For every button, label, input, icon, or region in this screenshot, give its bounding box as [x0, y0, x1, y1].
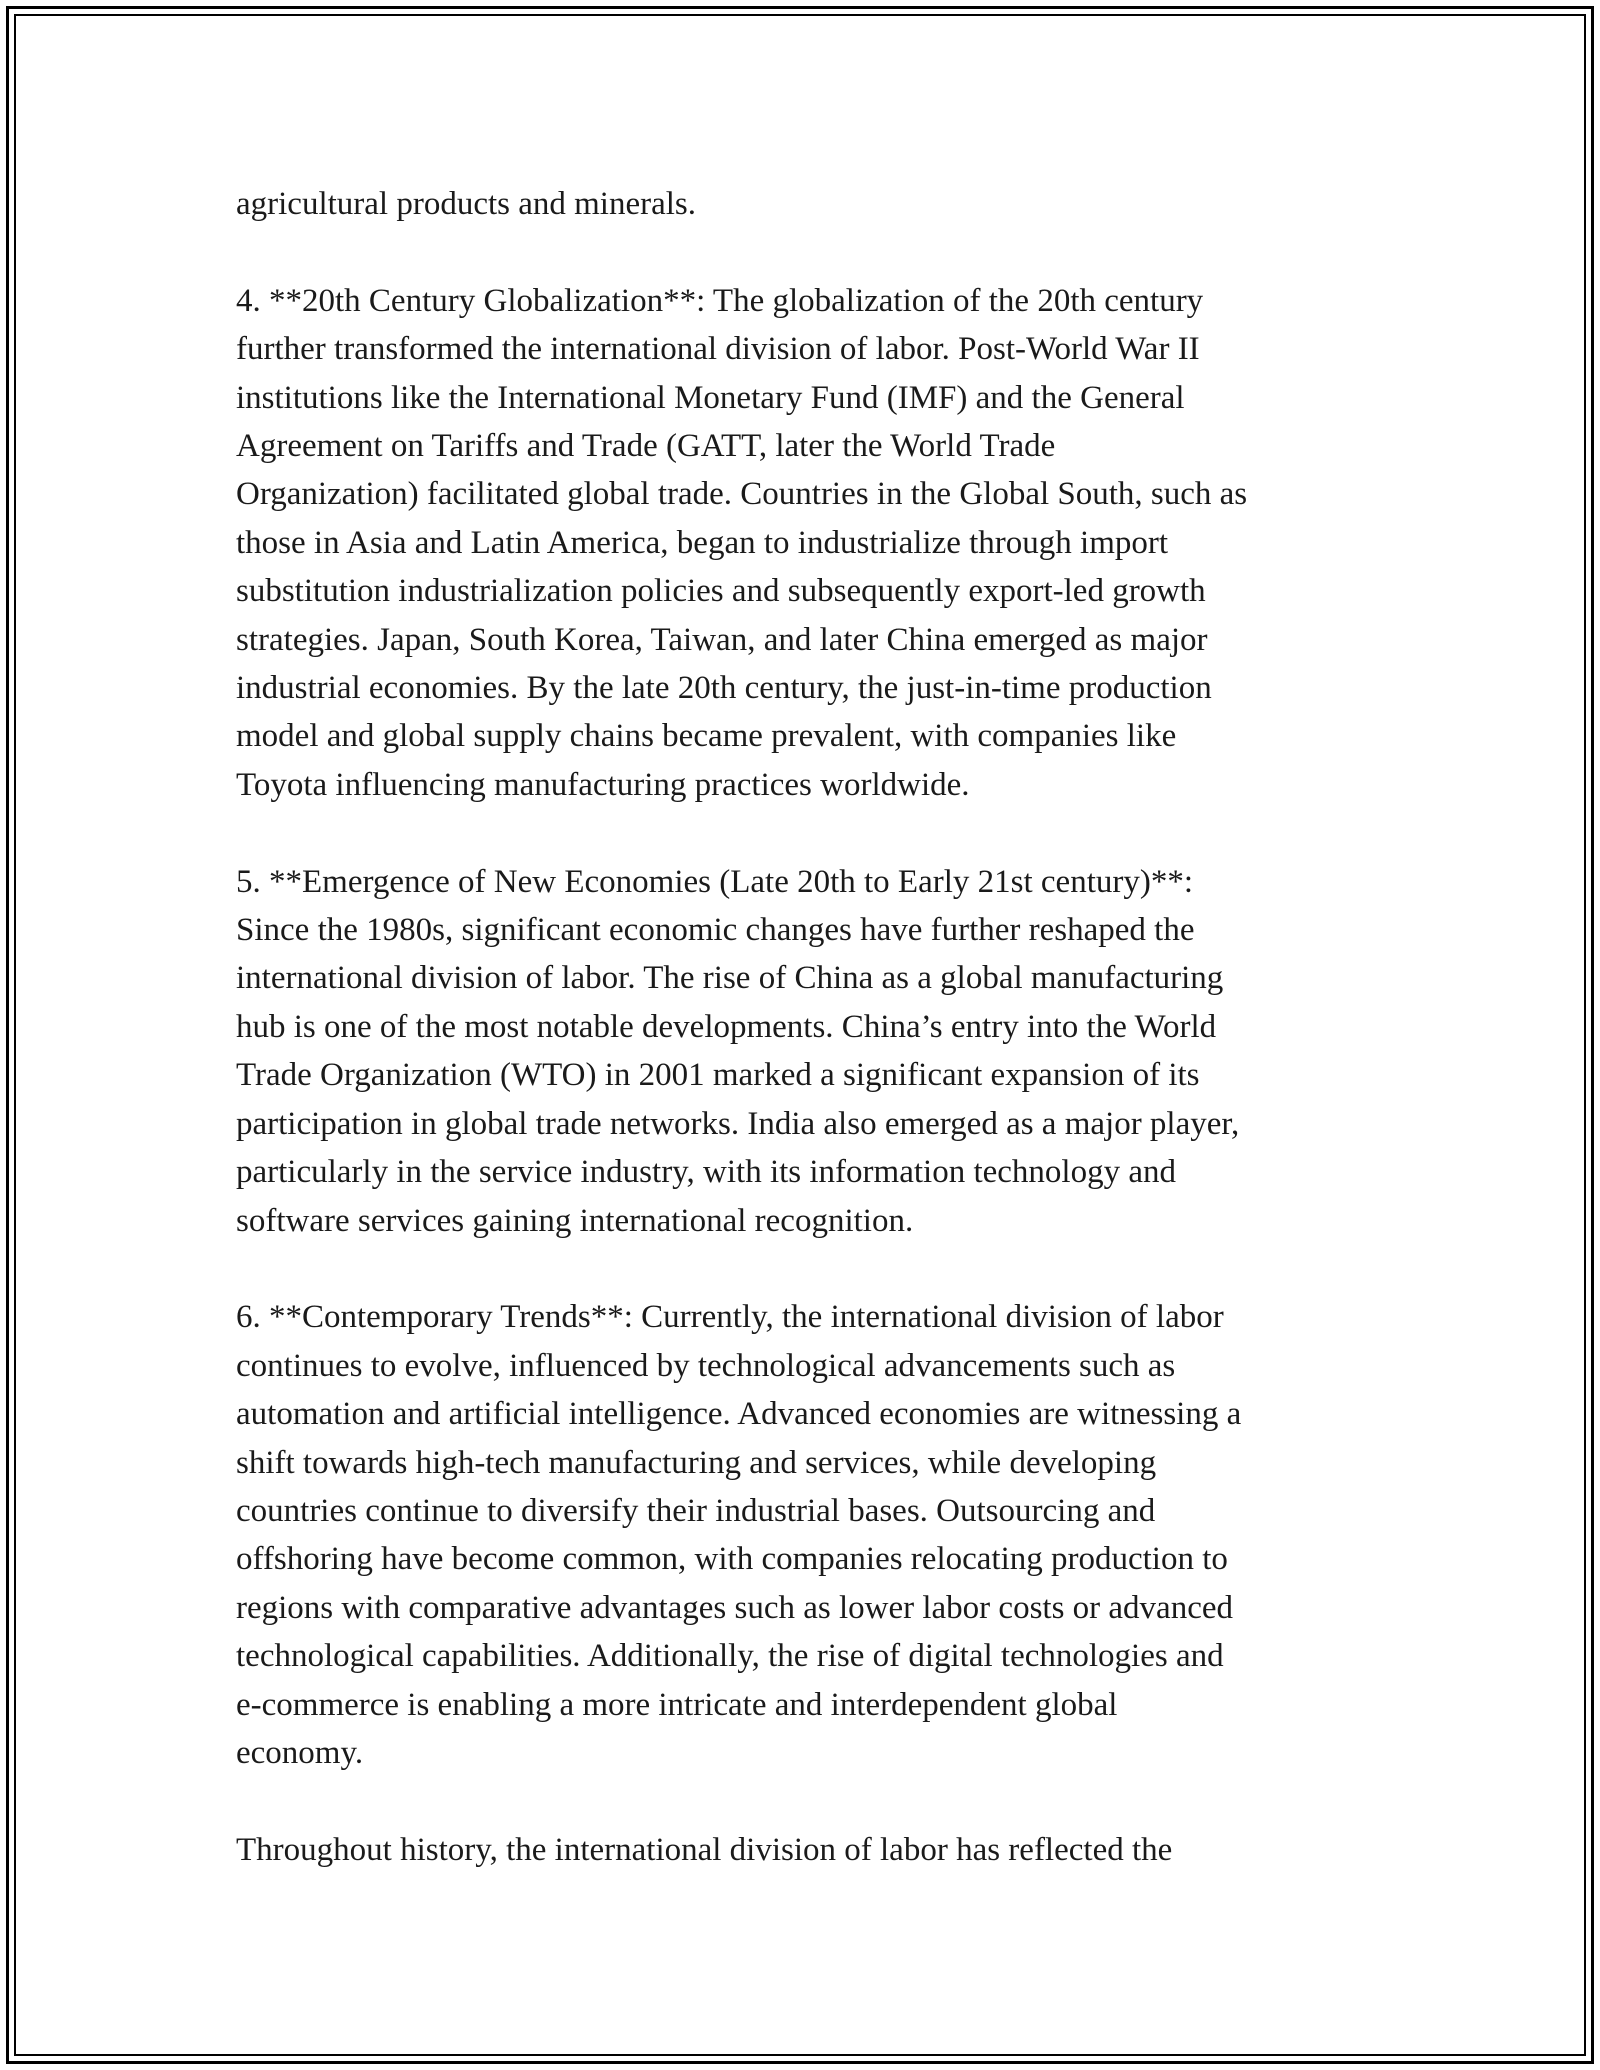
text-line: further transformed the international division of labor. Post-World War II	[236, 331, 1200, 368]
text-line: countries continue to diversify their industrial bases. Outsourcing and	[236, 1492, 1156, 1529]
text-line: Throughout history, the international division of labor has reflected the	[236, 1831, 1173, 1868]
text-line: shift towards high-tech manufacturing and services, while developing	[236, 1444, 1157, 1481]
text-line: software services gaining international recognition.	[236, 1202, 914, 1239]
paragraph-20th-century-globalization	[236, 277, 1376, 809]
text-line: technological capabilities. Additionally, the rise of digital technologies and	[236, 1638, 1224, 1675]
text-line: regions with comparative advantages such as lower labor costs or advanced	[236, 1589, 1233, 1626]
paragraph-continuation	[236, 180, 1376, 228]
text-line: substitution industrialization policies and subsequently export-led growth	[236, 573, 1206, 610]
text-line: 5. **Emergence of New Economies (Late 20th to Early 21st century)**:	[236, 863, 1194, 900]
paragraph-emergence-of-new-economies	[236, 858, 1376, 1245]
text-line: 6. **Contemporary Trends**: Currently, the international division of labor	[236, 1299, 1224, 1336]
text-line: institutions like the International Monetary Fund (IMF) and the General	[236, 379, 1185, 416]
text-line: Organization) facilitated global trade. Countries in the Global South, such as	[236, 476, 1248, 513]
text-line: particularly in the service industry, with its information technology and	[236, 1154, 1176, 1191]
text-line: industrial economies. By the late 20th century, the just-in-time production	[236, 670, 1212, 707]
text-line: hub is one of the most notable developments. China’s entry into the World	[236, 1008, 1217, 1045]
document-body	[236, 180, 1376, 1923]
text-line: model and global supply chains became prevalent, with companies like	[236, 718, 1177, 755]
text-line: 4. **20th Century Globalization**: The globalization of the 20th century	[236, 282, 1204, 319]
paragraph-conclusion	[236, 1826, 1376, 1874]
text-line: strategies. Japan, South Korea, Taiwan, and later China emerged as major	[236, 621, 1208, 658]
text-line: Since the 1980s, significant economic changes have further reshaped the	[236, 912, 1195, 949]
text-line: economy.	[236, 1734, 364, 1771]
paragraph-contemporary-trends	[236, 1293, 1376, 1777]
text-line: participation in global trade networks. India also emerged as a major player,	[236, 1105, 1240, 1142]
text-line: agricultural products and minerals.	[236, 186, 697, 222]
text-line: those in Asia and Latin America, began to industrialize through import	[236, 524, 1169, 561]
text-line: Toyota influencing manufacturing practices worldwide.	[236, 766, 970, 803]
text-line: automation and artificial intelligence. Advanced economies are witnessing a	[236, 1396, 1242, 1433]
text-line: offshoring have become common, with companies relocating production to	[236, 1541, 1228, 1578]
text-line: e-commerce is enabling a more intricate and interdependent global	[236, 1686, 1118, 1723]
text-line: Agreement on Tariffs and Trade (GATT, later the World Trade	[236, 428, 1056, 465]
text-line: continues to evolve, influenced by technological advancements such as	[236, 1347, 1176, 1384]
text-line: international division of labor. The rise of China as a global manufacturing	[236, 960, 1224, 997]
text-line: Trade Organization (WTO) in 2001 marked a significant expansion of its	[236, 1057, 1200, 1094]
